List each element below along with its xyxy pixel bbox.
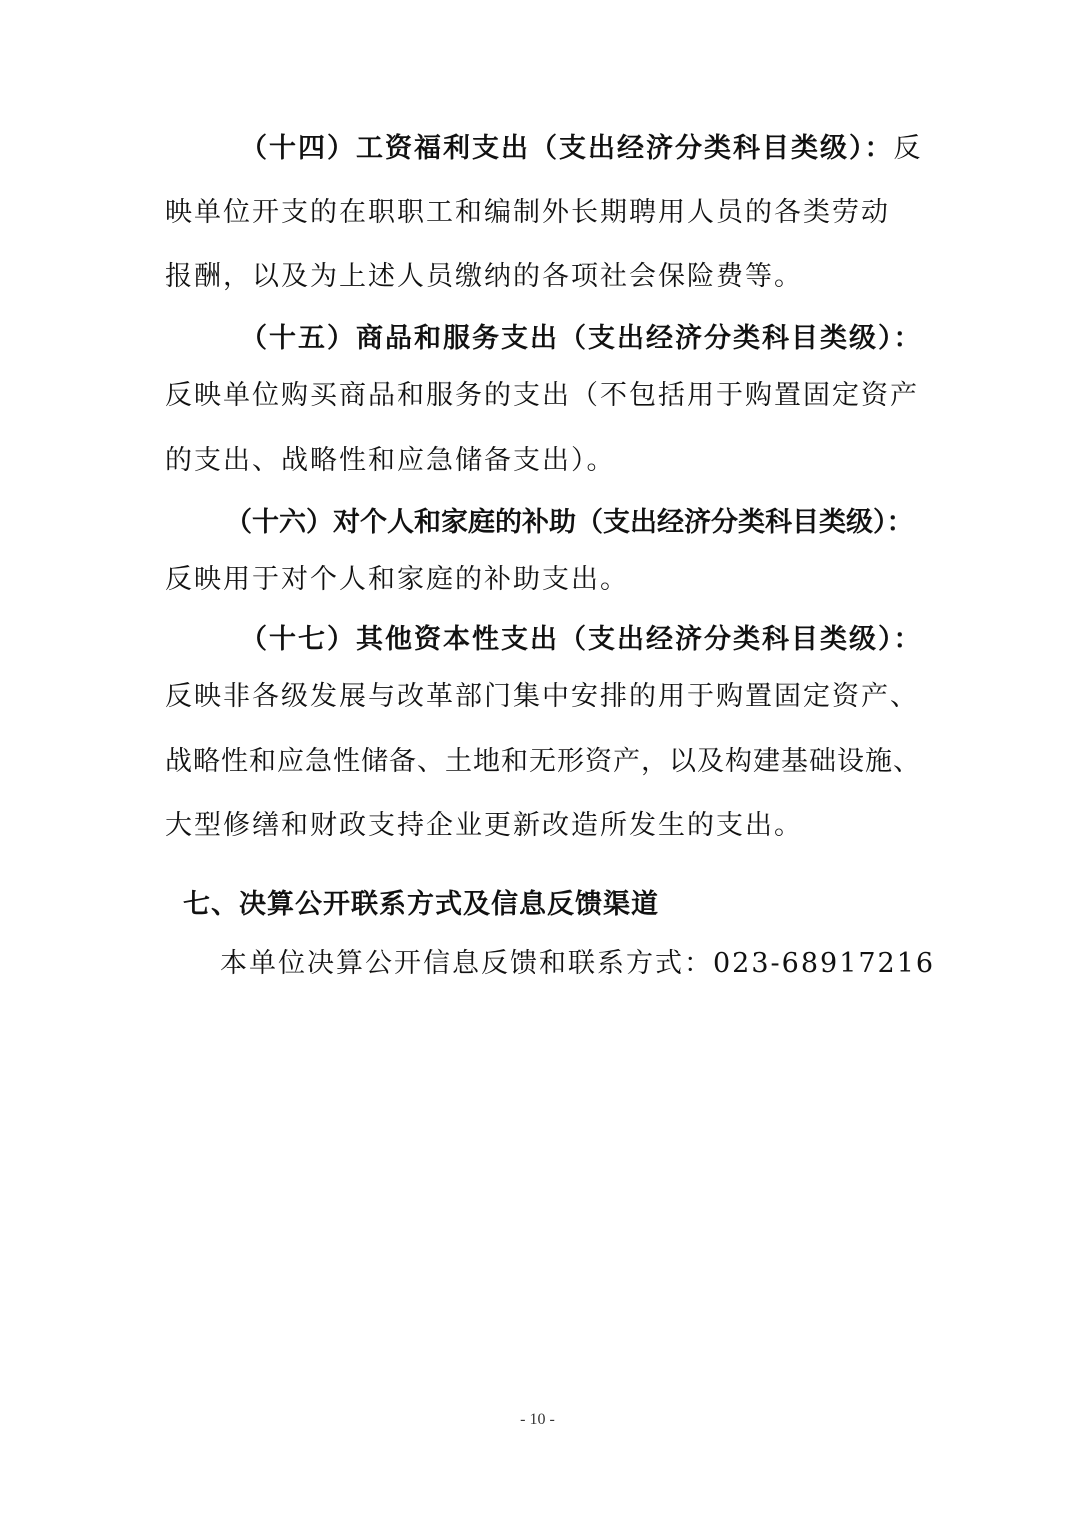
section-17-line-3: 大型修缮和财政支持企业更新改造所发生的支出。 xyxy=(165,810,803,841)
section-15-line-2: 的支出、战略性和应急储备支出）。 xyxy=(165,445,616,476)
section-15-title: （十五）商品和服务支出（支出经济分类科目类级）： xyxy=(240,323,923,354)
section-15-line-1: 反映单位购买商品和服务的支出（不包括用于购置固定资产 xyxy=(165,380,919,411)
section-14-line-2: 映单位开支的在职职工和编制外长期聘用人员的各类劳动 xyxy=(165,197,890,228)
section-17-line-1: 反映非各级发展与改革部门集中安排的用于购置固定资产、 xyxy=(165,681,919,712)
section-17-title: （十七）其他资本性支出（支出经济分类科目类级）： xyxy=(240,624,923,655)
section-14-line-1: 反 xyxy=(893,133,923,164)
contact-info: 本单位决算公开信息反馈和联系方式：023-68917216 xyxy=(220,948,936,979)
section-14-title: （十四）工资福利支出（支出经济分类科目类级）： xyxy=(240,133,894,164)
section-16-line-1: 反映用于对个人和家庭的补助支出。 xyxy=(165,564,629,595)
section-14-first-line xyxy=(240,132,923,166)
section-17-line-2: 战略性和应急性储备、土地和无形资产，以及构建基础设施、 xyxy=(165,746,921,777)
section-16-title: （十六）对个人和家庭的补助（支出经济分类科目类级）： xyxy=(225,507,914,538)
section-14-line-3: 报酬，以及为上述人员缴纳的各项社会保险费等。 xyxy=(165,261,803,292)
section-heading: 七、决算公开联系方式及信息反馈渠道 xyxy=(183,889,659,920)
page-number: - 10 - xyxy=(520,1411,555,1428)
